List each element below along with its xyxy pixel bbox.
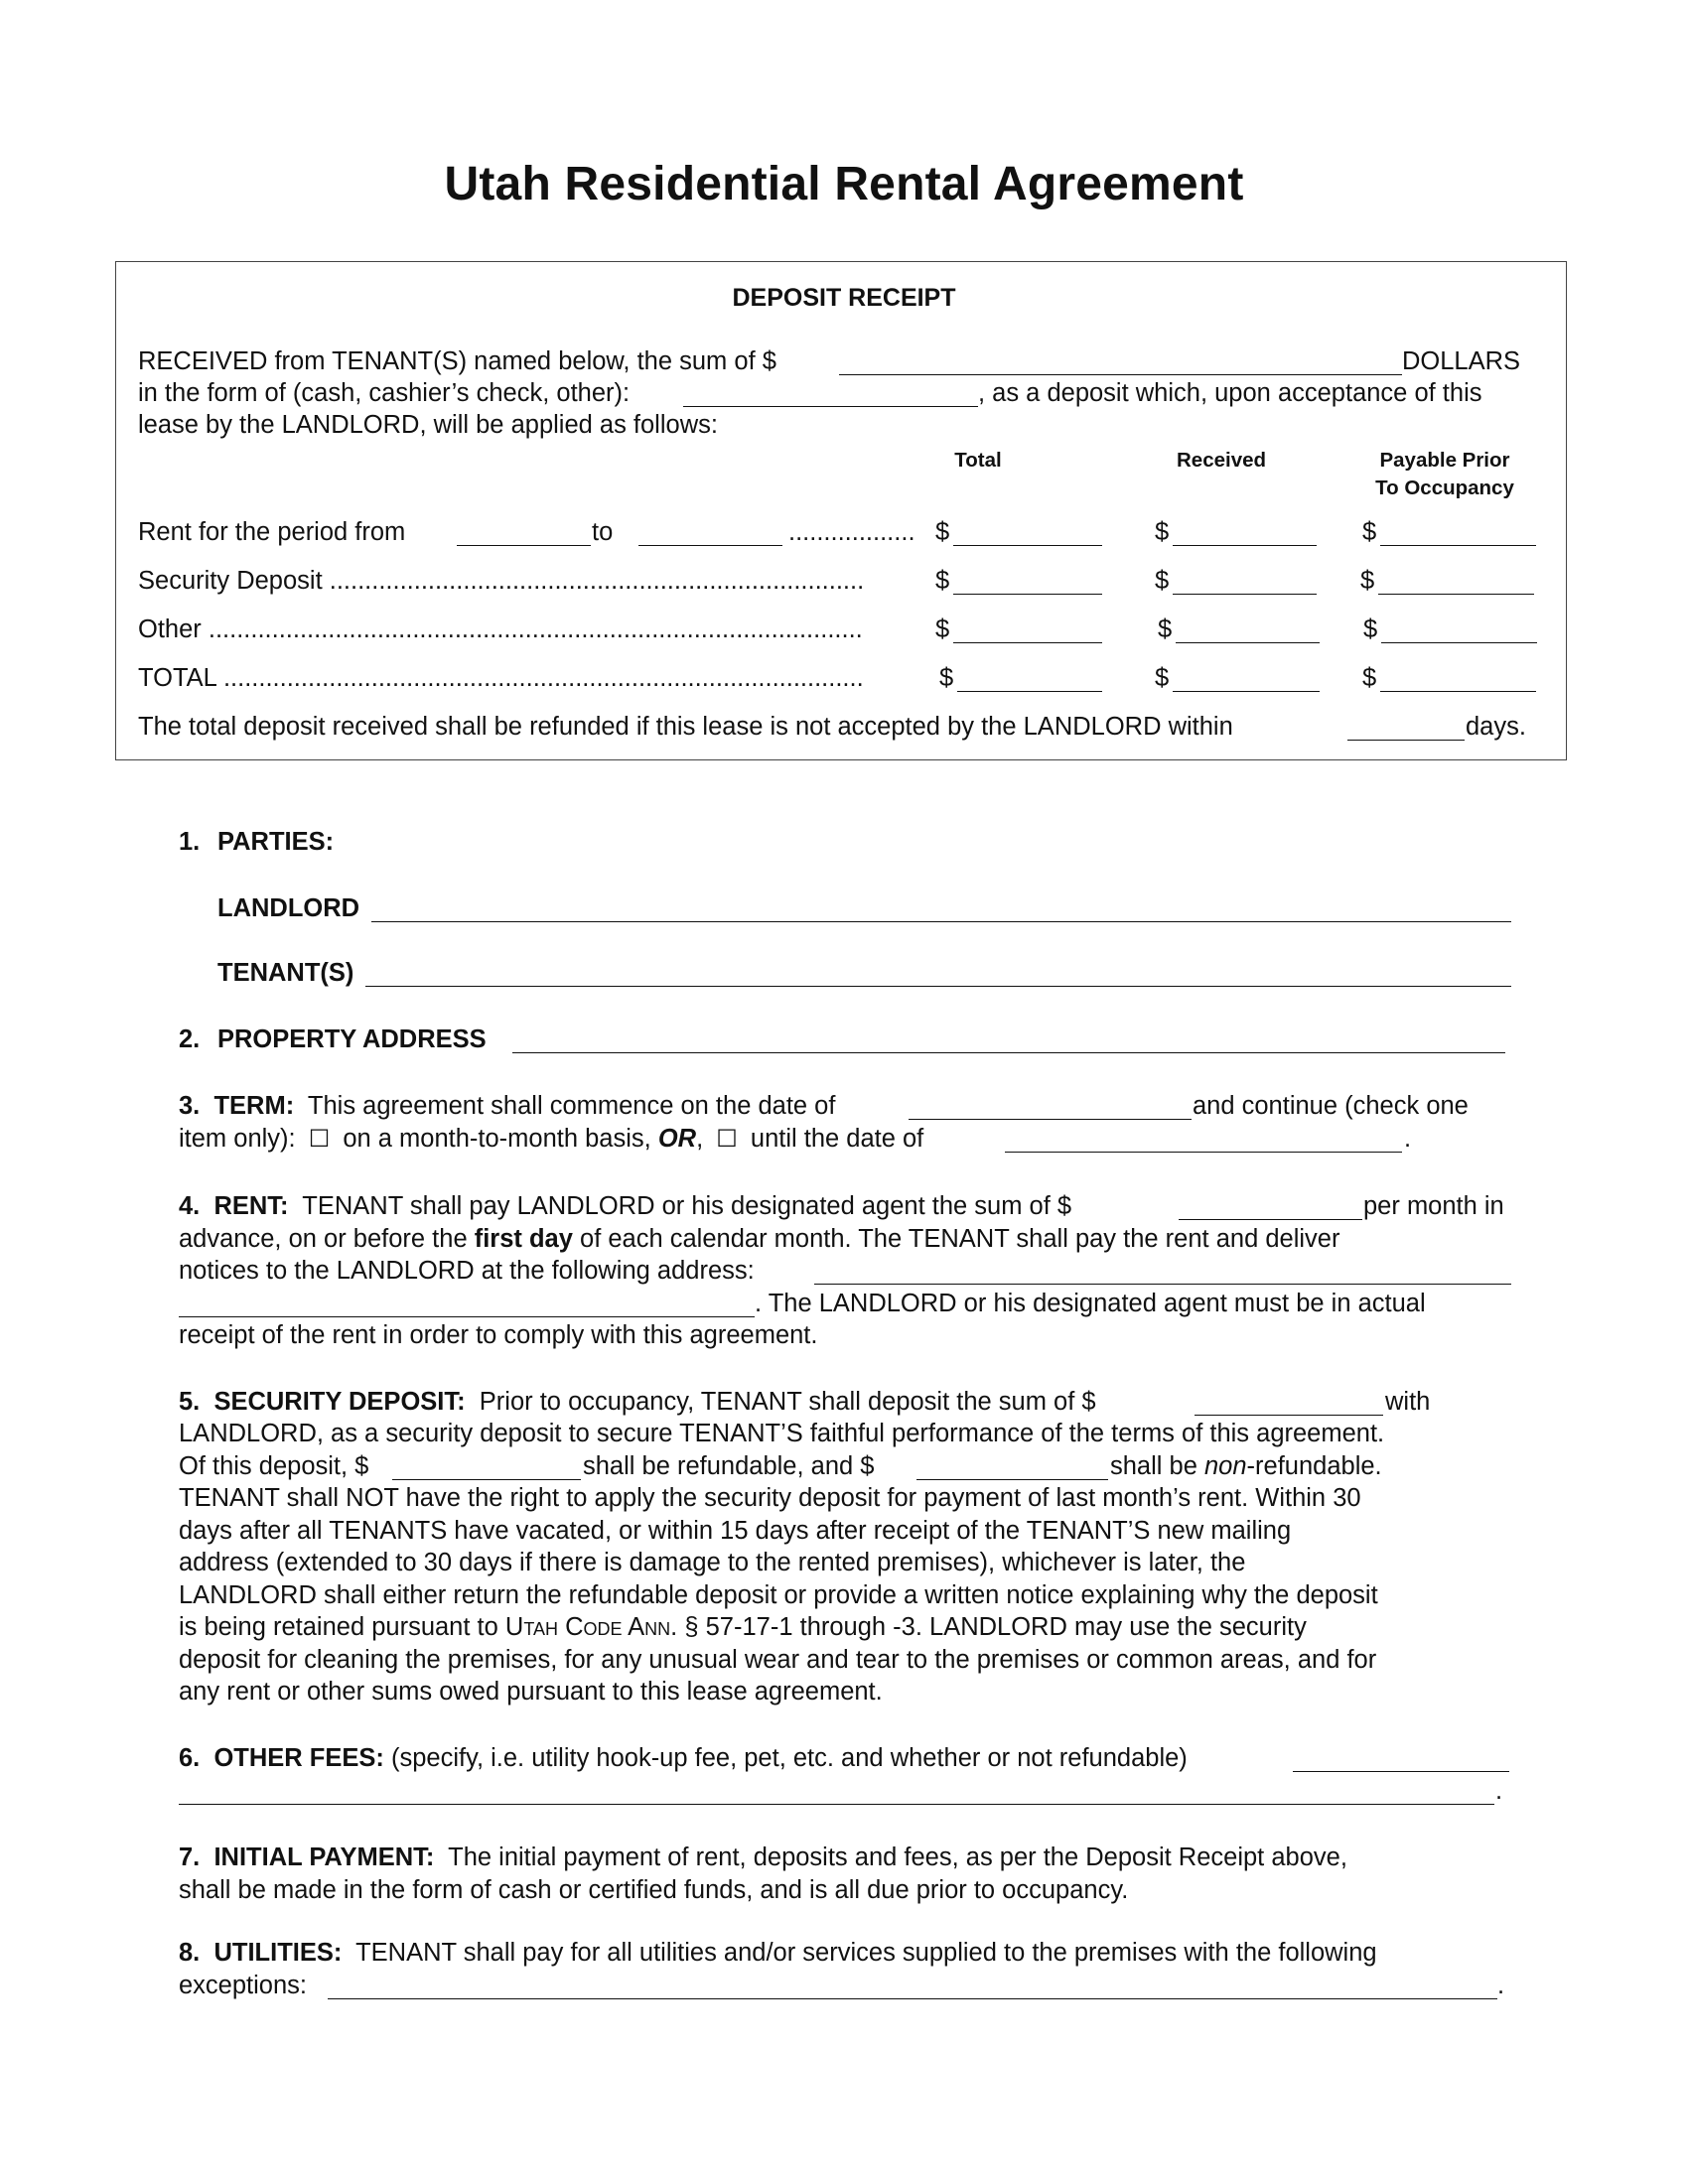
security-text-j: address (extended to 30 days if there is damage to the rented premises), whichever is later, the — [179, 1549, 1246, 1576]
property-address-field[interactable] — [512, 1052, 1505, 1053]
security-text-d: Of this deposit, $ — [179, 1452, 369, 1480]
deposit-amount-field[interactable] — [839, 374, 1402, 375]
rent-monthly-amount-field[interactable] — [1179, 1219, 1362, 1220]
security-text-i: days after all TENANTS have vacated, or within 15 days after receipt of the TENANT’S new mailing — [179, 1517, 1292, 1545]
rent-text-a: TENANT shall pay LANDLORD or his designated agent the sum of $ — [302, 1192, 1072, 1220]
other-fees-field-2[interactable] — [179, 1804, 1494, 1805]
term-text-b: and continue (check one — [1193, 1092, 1469, 1120]
other-fees-field-1[interactable] — [1293, 1771, 1509, 1772]
other-received-dollar: $ — [1158, 615, 1173, 643]
column-total-header: Total — [954, 449, 1002, 472]
landlord-label: LANDLORD — [217, 894, 360, 922]
section-4-line2 — [179, 1223, 1339, 1256]
refund-days-label: days. — [1466, 713, 1526, 741]
security-text-f — [1110, 1450, 1382, 1483]
other-total-dollar: $ — [935, 615, 950, 643]
section-2-heading: PROPERTY ADDRESS — [217, 1025, 487, 1053]
deposit-line1-text: RECEIVED from TENANT(S) named below, the sum of $ — [138, 347, 776, 375]
utah-code-citation: Utah Code Ann. — [504, 1613, 678, 1641]
total-label: TOTAL ........................................................................................... — [138, 664, 864, 692]
rent-payable-dollar: $ — [1362, 518, 1377, 546]
other-payable-dollar: $ — [1363, 615, 1378, 643]
grand-total-field[interactable] — [957, 691, 1102, 692]
rent-payable-field[interactable] — [1380, 545, 1536, 546]
security-text-o: any rent or other sums owed pursuant to this lease agreement. — [179, 1678, 883, 1706]
section-6-heading: OTHER FEES: — [213, 1744, 384, 1772]
rent-text-g: receipt of the rent in order to comply with this agreement. — [179, 1321, 818, 1349]
security-total-dollar: $ — [935, 567, 950, 595]
deposit-line1-dollars: DOLLARS — [1402, 347, 1521, 375]
tenants-field[interactable] — [365, 986, 1511, 987]
term-end-date-field[interactable] — [1005, 1152, 1402, 1153]
section-3-line2 — [179, 1123, 923, 1156]
deposit-form-field[interactable] — [683, 406, 978, 407]
refund-text: The total deposit received shall be refunded if this lease is not accepted by the LANDLORD within — [138, 713, 1233, 741]
section-2-number: 2. — [179, 1025, 201, 1053]
rent-period-dots: .................. — [788, 518, 915, 546]
security-text-k: LANDLORD shall either return the refundable deposit or provide a written notice explaining why the deposit — [179, 1581, 1378, 1609]
refund-days-field[interactable] — [1347, 740, 1465, 741]
other-payable-field[interactable] — [1381, 642, 1537, 643]
rent-total-field[interactable] — [953, 545, 1102, 546]
section-7-heading: INITIAL PAYMENT: — [213, 1843, 435, 1871]
section-7-number: 7. — [179, 1843, 201, 1871]
section-4-heading: RENT: — [213, 1192, 289, 1220]
section-4-line1 — [179, 1190, 1071, 1223]
section-5-number: 5. — [179, 1388, 201, 1416]
month-to-month-checkbox[interactable]: ☐ — [308, 1126, 331, 1153]
initial-payment-text-b: shall be made in the form of cash or certified funds, and is all due prior to occupancy. — [179, 1876, 1129, 1904]
other-label: Other ............................................................................................. — [138, 615, 863, 643]
month-to-month-label: on a month-to-month basis, — [343, 1125, 651, 1153]
security-total-field[interactable] — [953, 594, 1102, 595]
security-text-h: TENANT shall NOT have the right to apply the security deposit for payment of last month’s rent. Within 30 — [179, 1484, 1361, 1512]
document-title: Utah Residential Rental Agreement — [444, 158, 1244, 210]
rent-period-from-field[interactable] — [457, 545, 591, 546]
column-received-header: Received — [1176, 449, 1267, 472]
security-statute: § 57-17-1 through -3. LANDLORD may use the security — [684, 1613, 1307, 1641]
security-text-e: shall be refundable, and $ — [583, 1452, 875, 1480]
rent-total-dollar: $ — [935, 518, 950, 546]
term-text-a: This agreement shall commence on the date of — [307, 1092, 836, 1120]
until-date-label: until the date of — [750, 1125, 924, 1153]
section-1-heading: PARTIES: — [217, 828, 335, 856]
non-refundable-amount-field[interactable] — [916, 1479, 1108, 1480]
utilities-text-a: TENANT shall pay for all utilities and/or services supplied to the premises with the following — [355, 1939, 1377, 1967]
grand-payable-dollar: $ — [1362, 664, 1377, 692]
grand-payable-field[interactable] — [1380, 691, 1536, 692]
utilities-period: . — [1497, 1972, 1505, 1999]
section-3-number: 3. — [179, 1092, 201, 1120]
deposit-line3-text: lease by the LANDLORD, will be applied as follows: — [138, 411, 718, 439]
section-3-heading: TERM: — [213, 1092, 295, 1120]
security-received-dollar: $ — [1155, 567, 1170, 595]
security-retained: is being retained pursuant to — [179, 1613, 498, 1641]
grand-total-dollar: $ — [939, 664, 954, 692]
rent-received-field[interactable] — [1173, 545, 1317, 546]
section-8-line1 — [179, 1937, 1377, 1970]
rent-address-field-1[interactable] — [814, 1284, 1511, 1285]
or-label: OR — [657, 1125, 697, 1153]
term-text-c: item only): — [179, 1125, 296, 1153]
security-non: non — [1204, 1452, 1247, 1480]
other-received-field[interactable] — [1176, 642, 1320, 643]
or-comma: , — [696, 1125, 704, 1153]
security-deposit-label: Security Deposit ............................................................................ — [138, 567, 865, 595]
rent-first-day: first day — [474, 1225, 573, 1253]
deposit-line2-text: in the form of (cash, cashier’s check, other): — [138, 379, 631, 407]
deposit-receipt-heading: DEPOSIT RECEIPT — [732, 284, 956, 312]
term-start-date-field[interactable] — [909, 1119, 1192, 1120]
column-payable-header-line2: To Occupancy — [1375, 477, 1514, 499]
security-received-field[interactable] — [1173, 594, 1317, 595]
section-4-number: 4. — [179, 1192, 201, 1220]
section-6-line1 — [179, 1742, 1188, 1775]
section-7-line1 — [179, 1842, 1347, 1874]
rent-text-d: of each calendar month. The TENANT shall pay the rent and deliver — [580, 1225, 1340, 1253]
deposit-line2-post: , as a deposit which, upon acceptance of this — [978, 379, 1482, 407]
security-text-c: LANDLORD, as a security deposit to secure TENANT’S faithful performance of the terms of this agreement. — [179, 1420, 1385, 1447]
utilities-exceptions-field[interactable] — [328, 1998, 1497, 1999]
security-shall-be: shall be — [1110, 1452, 1197, 1480]
section-5-heading: SECURITY DEPOSIT: — [213, 1388, 466, 1416]
section-5-line1 — [179, 1386, 1096, 1419]
grand-received-field[interactable] — [1173, 691, 1320, 692]
security-payable-field[interactable] — [1378, 594, 1534, 595]
section-8-number: 8. — [179, 1939, 201, 1967]
rent-text-c: advance, on or before the — [179, 1225, 468, 1253]
initial-payment-text-a: The initial payment of rent, deposits and fees, as per the Deposit Receipt above, — [448, 1843, 1347, 1871]
other-total-field[interactable] — [953, 642, 1102, 643]
other-fees-period: . — [1495, 1777, 1503, 1805]
other-fees-text: (specify, i.e. utility hook-up fee, pet, etc. and whether or not refundable) — [390, 1744, 1188, 1772]
term-period: . — [1404, 1125, 1412, 1153]
landlord-field[interactable] — [371, 921, 1511, 922]
rent-period-to-label: to — [592, 518, 614, 546]
security-text-l — [179, 1611, 1307, 1644]
security-text-n: deposit for cleaning the premises, for any unusual wear and tear to the premises or common areas, and for — [179, 1646, 1377, 1674]
until-date-checkbox[interactable]: ☐ — [716, 1126, 738, 1153]
section-1-number: 1. — [179, 828, 201, 856]
section-6-number: 6. — [179, 1744, 201, 1772]
rent-text-e: notices to the LANDLORD at the following address: — [179, 1257, 755, 1285]
column-payable-header-line1: Payable Prior — [1379, 449, 1510, 472]
rent-text-b: per month in — [1363, 1192, 1504, 1220]
grand-received-dollar: $ — [1155, 664, 1170, 692]
refundable-amount-field[interactable] — [392, 1479, 581, 1480]
security-payable-dollar: $ — [1360, 567, 1375, 595]
security-deposit-sum-field[interactable] — [1195, 1415, 1383, 1416]
section-3-line1 — [179, 1090, 835, 1123]
security-refundable: -refundable. — [1246, 1452, 1382, 1480]
tenants-label: TENANT(S) — [217, 959, 354, 987]
rent-address-field-2[interactable] — [179, 1316, 755, 1317]
rent-text-f: . The LANDLORD or his designated agent must be in actual — [755, 1290, 1426, 1317]
security-text-a: Prior to occupancy, TENANT shall deposit the sum of $ — [479, 1388, 1096, 1416]
rent-period-to-field[interactable] — [638, 545, 782, 546]
rent-period-label: Rent for the period from — [138, 518, 406, 546]
utilities-text-b: exceptions: — [179, 1972, 307, 1999]
security-text-b: with — [1385, 1388, 1431, 1416]
section-8-heading: UTILITIES: — [213, 1939, 343, 1967]
rent-received-dollar: $ — [1155, 518, 1170, 546]
